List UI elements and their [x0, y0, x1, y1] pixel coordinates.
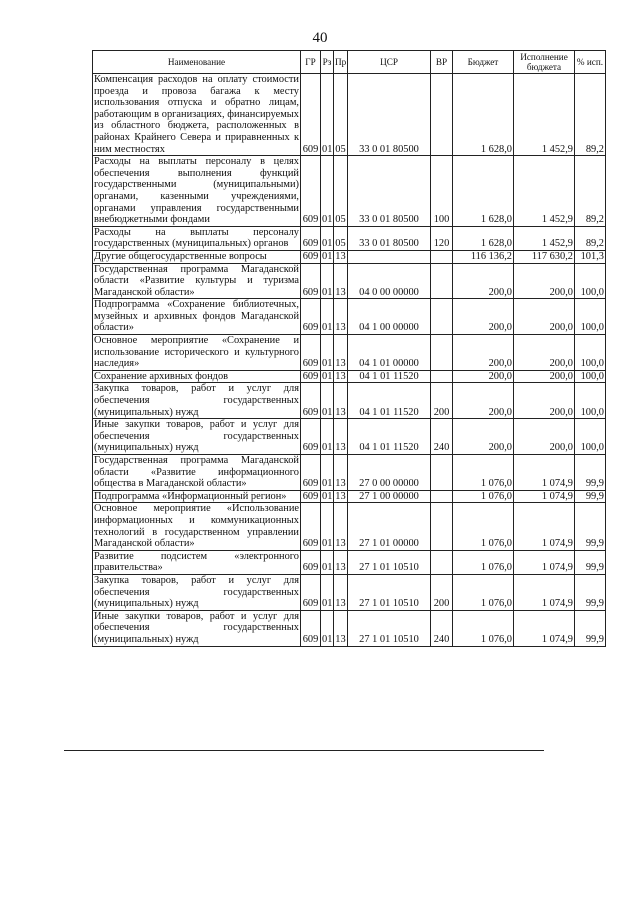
cell-pr: 05 — [334, 226, 348, 250]
header-gr: ГР — [301, 51, 321, 74]
cell-percent: 100,0 — [575, 299, 606, 335]
cell-csr: 04 1 01 00000 — [348, 335, 431, 371]
cell-csr: 33 0 01 80500 — [348, 74, 431, 156]
cell-percent: 101,3 — [575, 250, 606, 263]
cell-pr: 13 — [334, 263, 348, 299]
cell-pr: 13 — [335, 490, 346, 502]
cell-name: Сохранение архивных фондов — [93, 370, 301, 383]
cell-execution: 200,0 — [514, 299, 575, 335]
header-csr: ЦСР — [348, 51, 431, 74]
header-budget: Бюджет — [453, 51, 514, 74]
cell-rz: 01 — [321, 263, 334, 299]
cell-gr: 609 — [301, 263, 321, 299]
cell-rz: 01 — [321, 74, 334, 156]
cell-vr — [431, 455, 453, 491]
table-row — [93, 250, 606, 263]
cell-execution: 1 074,9 — [514, 455, 575, 491]
cell-name: Закупка товаров, работ и услуг для обеспечения государственных (муниципальных) нужд — [94, 383, 299, 418]
cell-execution: 1 452,9 — [514, 74, 575, 156]
cell-percent: 99,9 — [575, 455, 606, 491]
cell-gr: 609 — [301, 335, 321, 371]
cell-name: Развитие подсистем «электронного правительства» — [94, 550, 299, 574]
page-bottom-rule — [64, 750, 544, 751]
table-row — [93, 335, 606, 371]
cell-csr — [348, 250, 431, 263]
cell-percent: 99,9 — [575, 503, 606, 550]
cell-name: Компенсация расходов на оплату стоимости проезда и провоза багажа к месту использования отпуска и обратно лицам, работающим в организациях, финансируемых из областного бюджета, расположенных в районах Крайнего Севера и приравненных к ним местностях — [94, 74, 299, 155]
cell-gr: 609 — [301, 156, 321, 227]
cell-percent: 89,2 — [575, 156, 606, 227]
cell-pr: 13 — [334, 383, 348, 419]
cell-vr — [431, 370, 453, 383]
cell-gr: 609 — [301, 419, 321, 455]
cell-budget: 200,0 — [453, 419, 514, 455]
cell-pr: 05 — [334, 74, 348, 156]
cell-vr: 200 — [431, 383, 453, 419]
cell-budget: 1 076,0 — [453, 490, 514, 503]
cell-budget: 1 076,0 — [453, 503, 514, 550]
cell-vr: 200 — [431, 574, 453, 610]
cell-vr — [431, 550, 453, 574]
table-row — [93, 574, 606, 610]
cell-csr: 04 0 00 00000 — [348, 263, 431, 299]
cell-rz: 01 — [321, 455, 334, 491]
cell-budget: 1 628,0 — [453, 156, 514, 227]
cell-gr: 609 — [301, 370, 321, 383]
cell-pr: 13 — [334, 299, 348, 335]
cell-vr — [431, 250, 453, 263]
cell-budget: 116 136,2 — [453, 250, 514, 263]
cell-vr: 240 — [431, 610, 453, 646]
header-name: Наименование — [93, 51, 301, 74]
table-row — [93, 610, 606, 646]
cell-budget: 1 628,0 — [453, 226, 514, 250]
cell-pr: 13 — [334, 550, 348, 574]
cell-execution: 1 074,9 — [514, 610, 575, 646]
cell-csr: 04 1 01 11520 — [348, 370, 431, 383]
cell-csr: 27 1 01 10510 — [348, 574, 431, 610]
cell-rz: 01 — [321, 574, 334, 610]
cell-execution: 1 074,9 — [514, 503, 575, 550]
cell-execution: 200,0 — [514, 370, 575, 383]
cell-vr — [431, 503, 453, 550]
cell-rz: 01 — [321, 335, 334, 371]
cell-name: Основное мероприятие «Сохранение и использование исторического и культурного наследия» — [94, 335, 299, 370]
cell-budget: 200,0 — [453, 263, 514, 299]
table-row — [93, 550, 606, 574]
cell-name: Подпрограмма «Информационный регион» — [93, 490, 301, 503]
table-row — [93, 263, 606, 299]
cell-pr: 13 — [335, 370, 346, 382]
cell-percent: 100,0 — [575, 419, 606, 455]
cell-rz: 01 — [322, 250, 333, 262]
cell-budget: 1 076,0 — [453, 610, 514, 646]
cell-budget: 1 076,0 — [453, 455, 514, 491]
cell-gr: 609 — [301, 250, 321, 263]
header-pr: Пр — [334, 51, 348, 74]
cell-budget: 200,0 — [453, 299, 514, 335]
cell-name: Другие общегосударственные вопросы — [93, 250, 301, 263]
page-number: 40 — [312, 30, 328, 46]
cell-vr: 240 — [431, 419, 453, 455]
cell-vr — [431, 299, 453, 335]
cell-csr: 33 0 01 80500 — [348, 156, 431, 227]
cell-csr: 04 1 01 11520 — [348, 383, 431, 419]
table-row — [93, 383, 606, 419]
cell-csr: 27 1 01 10510 — [348, 610, 431, 646]
cell-percent: 99,9 — [575, 550, 606, 574]
cell-execution: 1 452,9 — [514, 226, 575, 250]
cell-pr: 13 — [334, 419, 348, 455]
cell-name: Расходы на выплаты персоналу государственных (муниципальных) органов — [94, 226, 299, 250]
header-percent: % исп. — [575, 51, 606, 74]
cell-execution: 200,0 — [514, 419, 575, 455]
cell-rz: 01 — [321, 299, 334, 335]
cell-vr: 100 — [431, 156, 453, 227]
cell-execution: 200,0 — [514, 335, 575, 371]
cell-execution: 1 074,9 — [514, 490, 575, 503]
cell-execution: 200,0 — [514, 383, 575, 419]
cell-pr: 05 — [334, 156, 348, 227]
cell-pr: 13 — [334, 335, 348, 371]
cell-gr: 609 — [301, 610, 321, 646]
cell-execution: 117 630,2 — [514, 250, 575, 263]
cell-budget: 200,0 — [453, 370, 514, 383]
cell-budget: 1 076,0 — [453, 550, 514, 574]
cell-percent: 99,9 — [575, 490, 606, 503]
cell-name: Государственная программа Магаданской области «Развитие информационного общества в Магаданской области» — [94, 455, 299, 490]
cell-percent: 100,0 — [575, 383, 606, 419]
cell-rz: 01 — [321, 419, 334, 455]
cell-gr: 609 — [301, 574, 321, 610]
cell-rz: 01 — [321, 503, 334, 550]
cell-gr: 609 — [301, 503, 321, 550]
table-body — [93, 74, 606, 647]
cell-gr: 609 — [301, 455, 321, 491]
table-row — [93, 455, 606, 491]
cell-pr: 13 — [334, 610, 348, 646]
table-row — [93, 419, 606, 455]
cell-pr: 13 — [335, 250, 346, 262]
cell-execution: 1 074,9 — [514, 574, 575, 610]
cell-gr: 609 — [301, 490, 321, 503]
cell-csr: 27 0 00 00000 — [348, 455, 431, 491]
cell-rz: 01 — [321, 156, 334, 227]
cell-name: Иные закупки товаров, работ и услуг для обеспечения государственных (муниципальных) нужд — [94, 419, 299, 454]
cell-vr — [431, 74, 453, 156]
table-row — [93, 503, 606, 550]
cell-vr — [431, 335, 453, 371]
cell-csr: 27 1 00 00000 — [348, 490, 431, 503]
header-execution: Исполнение бюджета — [514, 51, 575, 74]
table-header-row — [93, 51, 606, 74]
cell-csr: 33 0 01 80500 — [348, 226, 431, 250]
cell-pr: 13 — [334, 503, 348, 550]
cell-gr: 609 — [301, 383, 321, 419]
cell-name: Расходы на выплаты персоналу в целях обеспечения выполнения функций государственными (муниципальными) органами, казенными учреждениями, органами управления государственными внебюджетными фондами — [94, 156, 299, 226]
cell-execution: 1 074,9 — [514, 550, 575, 574]
cell-name: Основное мероприятие «Использование информационных и коммуникационных технологий в государственном управлении Магаданской области» — [94, 503, 299, 550]
cell-rz: 01 — [322, 370, 333, 382]
cell-rz: 01 — [321, 226, 334, 250]
header-vr: ВР — [431, 51, 453, 74]
cell-percent: 89,2 — [575, 74, 606, 156]
table-row — [93, 299, 606, 335]
table-row — [93, 370, 606, 383]
cell-budget: 1 076,0 — [453, 574, 514, 610]
cell-vr — [431, 490, 453, 503]
cell-pr: 13 — [334, 455, 348, 491]
table-row — [93, 156, 606, 227]
cell-name: Закупка товаров, работ и услуг для обеспечения государственных (муниципальных) нужд — [94, 574, 299, 610]
cell-budget: 200,0 — [453, 383, 514, 419]
budget-table — [92, 50, 606, 647]
cell-rz: 01 — [321, 610, 334, 646]
cell-vr: 120 — [431, 226, 453, 250]
cell-csr: 04 1 00 00000 — [348, 299, 431, 335]
cell-percent: 89,2 — [575, 226, 606, 250]
cell-name: Подпрограмма «Сохранение библиотечных, музейных и архивных фондов Магаданской области» — [94, 299, 299, 334]
cell-gr: 609 — [301, 74, 321, 156]
cell-csr: 27 1 01 00000 — [348, 503, 431, 550]
cell-csr: 04 1 01 11520 — [348, 419, 431, 455]
cell-name: Государственная программа Магаданской области «Развитие культуры и туризма Магаданской области» — [94, 263, 299, 298]
cell-percent: 100,0 — [575, 370, 606, 383]
cell-percent: 100,0 — [575, 263, 606, 299]
table-row — [93, 74, 606, 156]
cell-rz: 01 — [321, 383, 334, 419]
cell-percent: 99,9 — [575, 574, 606, 610]
cell-gr: 609 — [301, 550, 321, 574]
cell-vr — [431, 263, 453, 299]
cell-rz: 01 — [321, 550, 334, 574]
cell-gr: 609 — [301, 226, 321, 250]
header-rz: Рз — [321, 51, 334, 74]
cell-budget: 1 628,0 — [453, 74, 514, 156]
cell-gr: 609 — [301, 299, 321, 335]
table-row — [93, 490, 606, 503]
cell-rz: 01 — [322, 490, 333, 502]
cell-pr: 13 — [334, 574, 348, 610]
cell-percent: 99,9 — [575, 610, 606, 646]
cell-execution: 1 452,9 — [514, 156, 575, 227]
cell-percent: 100,0 — [575, 335, 606, 371]
cell-name: Иные закупки товаров, работ и услуг для обеспечения государственных (муниципальных) нужд — [94, 610, 299, 645]
cell-csr: 27 1 01 10510 — [348, 550, 431, 574]
cell-execution: 200,0 — [514, 263, 575, 299]
table-row — [93, 226, 606, 250]
cell-budget: 200,0 — [453, 335, 514, 371]
